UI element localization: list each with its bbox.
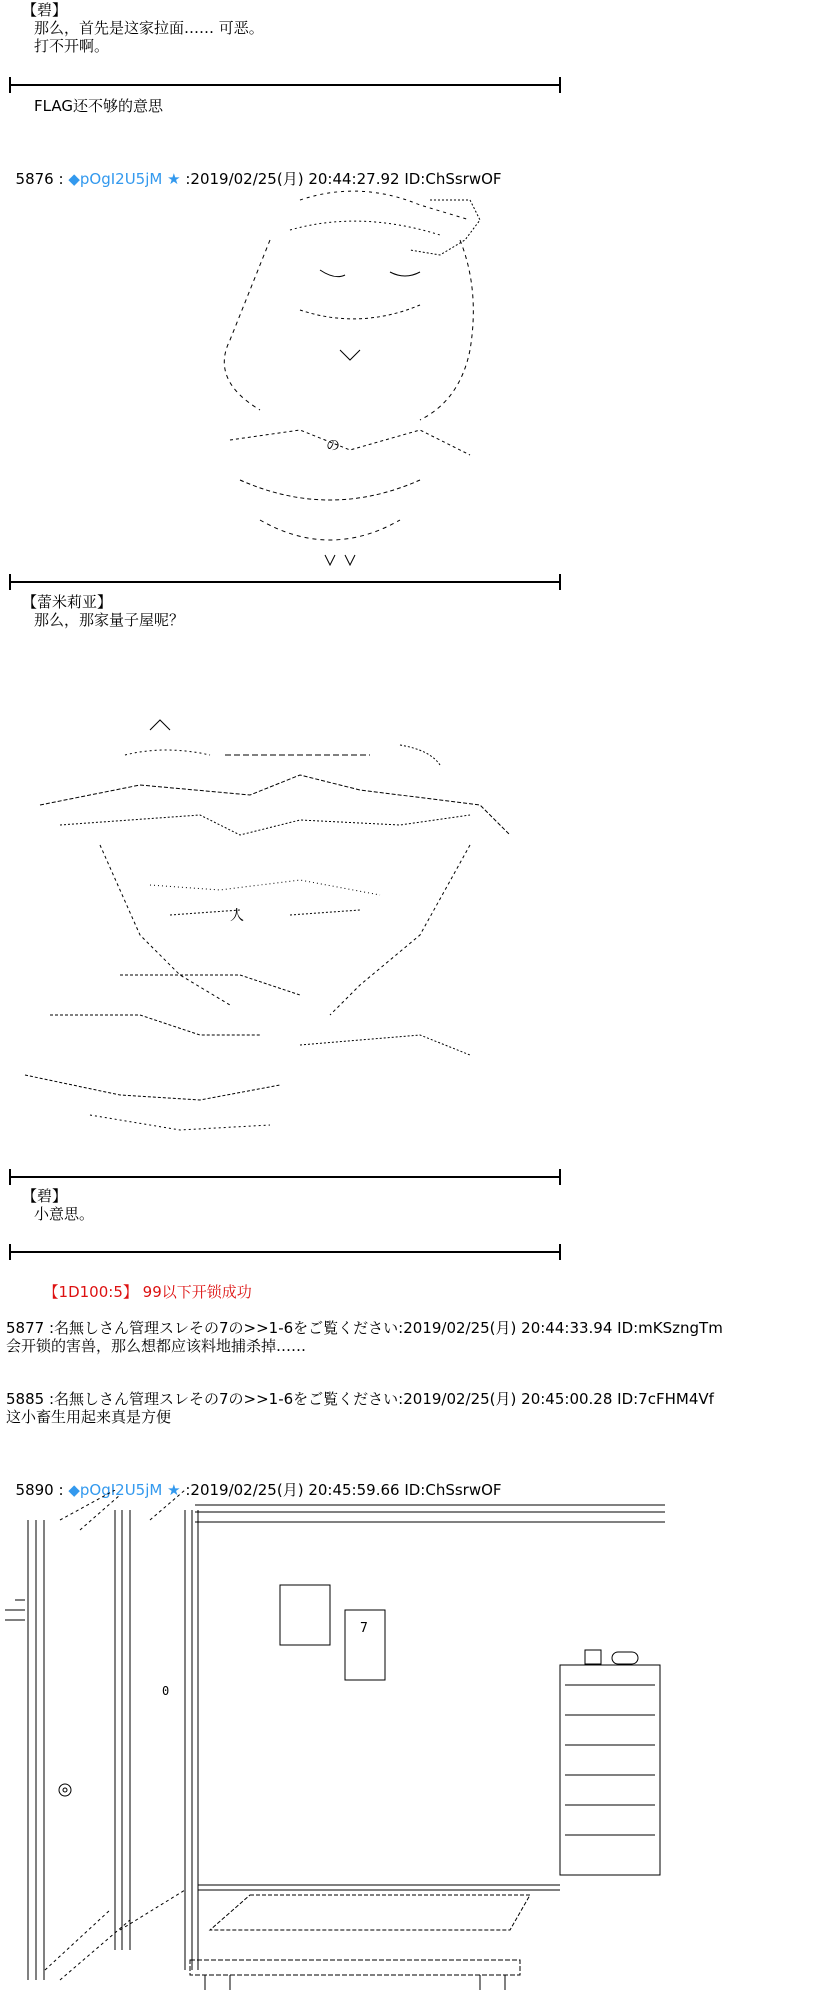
- post-body: 这小畜生用起来真是方便: [6, 1408, 172, 1426]
- diamond-icon: ◆: [68, 170, 80, 188]
- post-header: 5877 :名無しさん管理スレその7の>>1-6をご覧ください:2019/02/25(月) 20:44:33.94 ID:mKSzngTm: [6, 1319, 723, 1337]
- speaker-label: 【碧】: [22, 1, 68, 19]
- diamond-icon: ◆: [68, 1481, 80, 1499]
- room-ascii-art: [0, 1490, 837, 2000]
- post-number: 5890 :: [15, 1481, 64, 1499]
- dice-result: [34, 1265, 252, 1301]
- speaker-label: 【碧】: [22, 1187, 68, 1205]
- divider: [9, 581, 561, 583]
- door-mark: 0: [162, 1684, 170, 1698]
- chibi-glyph: の: [326, 438, 340, 454]
- divider: [9, 84, 561, 86]
- trip-code: pOgI2U5jM: [79, 1481, 163, 1499]
- star-icon: ★: [167, 170, 181, 188]
- divider: [9, 1251, 561, 1253]
- remilia-ascii-art: [0, 675, 837, 1165]
- divider: [9, 1176, 561, 1178]
- dice-roll: 【1D100:5】: [43, 1283, 138, 1301]
- chibi-ascii-art: [0, 180, 837, 580]
- speaker-label: 【蕾米莉亚】: [22, 593, 113, 611]
- dice-outcome: 99以下开锁成功: [142, 1283, 252, 1301]
- post-body: 会开锁的害兽，那么想都应该料地捕杀掉……: [6, 1337, 307, 1355]
- post-datetime: :2019/02/25(月) 20:44:27.92 ID:ChSsrwOF: [185, 170, 502, 188]
- dialogue-line: 那么，首先是这家拉面…… 可恶。: [34, 19, 264, 37]
- dialogue-line: 打不开啊。: [34, 37, 110, 55]
- dialogue-line: 那么，那家量子屋呢？: [34, 611, 185, 629]
- star-icon: ★: [167, 1481, 181, 1499]
- post-number: 5876 :: [15, 170, 64, 188]
- post-datetime: :2019/02/25(月) 20:45:59.66 ID:ChSsrwOF: [185, 1481, 502, 1499]
- trip-code: pOgI2U5jM: [79, 170, 163, 188]
- dialogue-line: 小意思。: [34, 1205, 95, 1223]
- caption: FLAG还不够的意思: [34, 97, 163, 115]
- post-header: 5885 :名無しさん管理スレその7の>>1-6をご覧ください:2019/02/25(月) 20:45:00.28 ID:7cFHM4Vf: [6, 1390, 714, 1408]
- remilia-glyph: 人: [230, 908, 244, 924]
- calendar-number: 7: [360, 1621, 368, 1636]
